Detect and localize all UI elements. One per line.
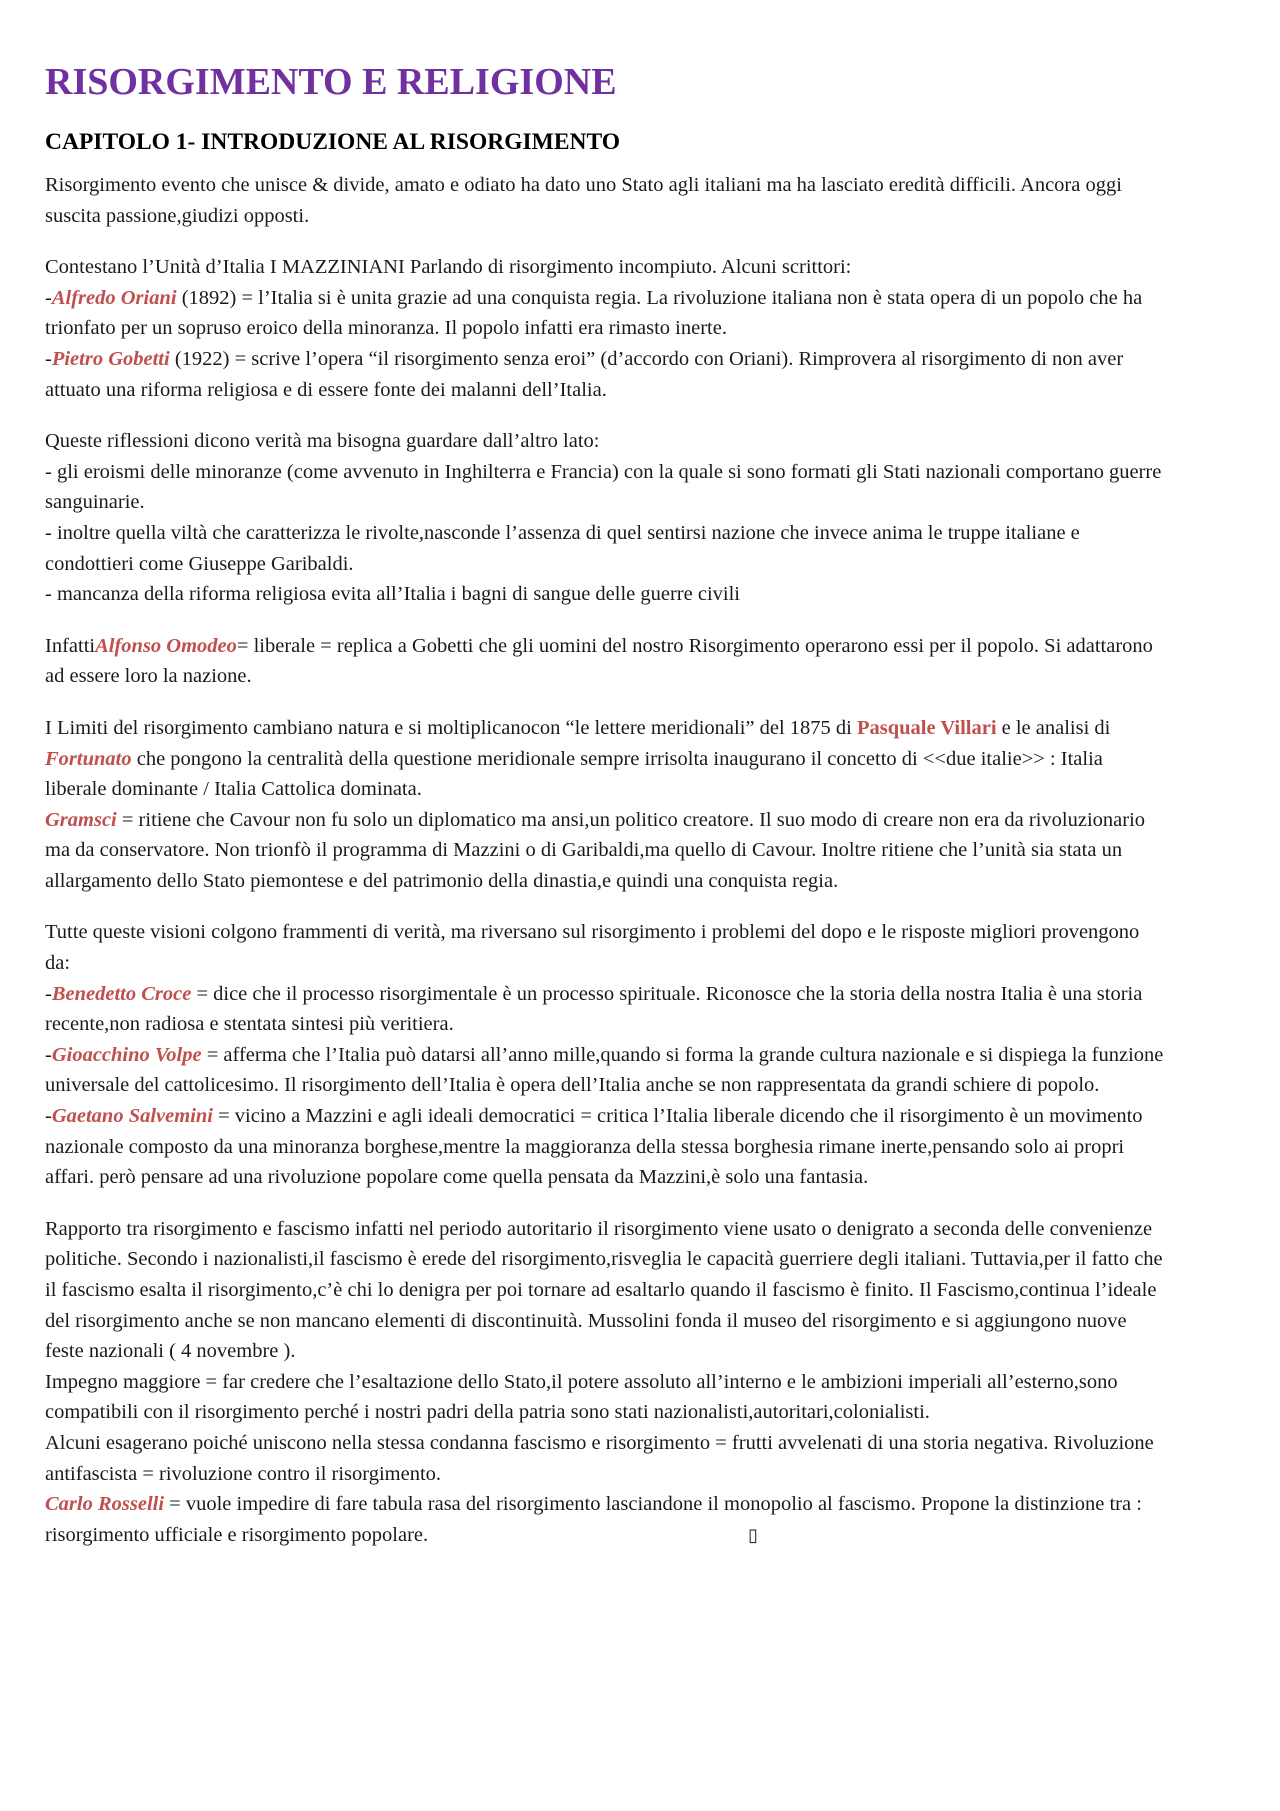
document-title: RISORGIMENTO E RELIGIONE: [45, 61, 617, 103]
oriani-text: (1892) = l’Italia si è unita grazie ad una conquista regia. La rivoluzione italiana non è stata opera di un popolo che ha trionfato per un sopruso eroico della minoranza. Il popolo infatti era rimasto inerte.: [45, 286, 1143, 340]
name-villari: Pasquale Villari: [856, 716, 997, 739]
paragraph-riflessioni: [45, 426, 1165, 610]
limiti-text-1: I Limiti del risorgimento cambiano natura e si moltiplicanocon “le lettere meridionali” del 1875 di: [45, 716, 857, 739]
name-volpe: Gioacchino Volpe: [51, 1043, 202, 1066]
gobetti-text: (1922) = scrive l’opera “il risorgimento senza eroi” (d’accordo con Oriani). Rimprovera al risorgimento di non aver attuato una riforma religiosa e di essere fonte dei malanni dell’Italia.: [45, 347, 1124, 401]
paragraph-omodeo: [45, 631, 1165, 692]
paragraph-fascismo: [45, 1214, 1165, 1552]
paragraph-visioni: Tutte queste visioni colgono frammenti di verità, ma riversano sul risorgimento i problemi del dopo e le risposte migliori provengono da: -Benedetto Croce = dice che il processo risorgimentale è un processo spirituale. Riconosce che la storia della nostra Italia è una storia recente,non radiosa e stentata sintesi più veritiera. -Gioacchino Volpe = afferma che l’Italia può datarsi all’anno mille,quando si forma la grande cultura nazionale e si dispiega la funzione universale del cattolicesimo. Il risorgimento dell’Italia è opera dell’Italia anche se non rappresentata da grandi schiere di popolo. -Gaetano Salvemini = vicino a Mazzini e agli ideali democratici = critica l’Italia liberale dicendo che il risorgimento è un movimento nazionale composto da una minoranza borghese,mentre la maggioranza della stessa borghesia rimane inerte,pensando solo ai propri affari. però pensare ad una rivoluzione popolare come quella pensata da Mazzini,è solo una fantasia.: [45, 921, 1164, 1189]
chapter-heading: CAPITOLO 1- INTRODUZIONE AL RISORGIMENTO: [45, 129, 620, 155]
croce-text: = dice che il processo risorgimentale è un processo spirituale. Riconosce che la storia della nostra Italia è una storia recente,non radiosa e stentata sintesi più veritiera.: [45, 982, 1143, 1036]
name-oriani: Alfredo Oriani: [51, 286, 177, 309]
fascismo-text-3: Alcuni esagerano poiché uniscono nella stessa condanna fascismo e risorgimento = frutti avvelenati di una storia negativa. Rivoluzione antifascista = rivoluzione contro il risorgimento.: [45, 1431, 1154, 1485]
paragraph-intro: [45, 170, 1165, 231]
limiti-text-2: e le analisi di: [996, 716, 1111, 739]
missing-glyph-icon: ▯: [748, 1524, 759, 1546]
name-salvemini: Gaetano Salvemini: [51, 1105, 213, 1128]
name-gobetti: Pietro Gobetti: [51, 347, 170, 370]
rosselli-text: = vuole impedire di fare tabula rasa del risorgimento lasciandone il monopolio al fascismo. Propone la distinzione tra : risorgimento ufficiale e risorgimento popolare.: [45, 1493, 1142, 1546]
riflessioni-item-2: - inoltre quella viltà che caratterizza le rivolte,nasconde l’assenza di quel sentirsi nazione che invece anima le truppe italiane e condottieri come Giuseppe Garibaldi.: [45, 521, 1080, 575]
salvemini-text: = vicino a Mazzini e agli ideali democratici = critica l’Italia liberale dicendo che il risorgimento è un movimento nazionale composto da una minoranza borghese,mentre la maggioranza della stessa borghesia rimane inerte,pensando solo ai propri affari. però pensare ad una rivoluzione popolare come quella pensata da Mazzini,è solo una fantasia.: [45, 1105, 1143, 1189]
visioni-intro: Tutte queste visioni colgono frammenti di verità, ma riversano sul risorgimento i problemi del dopo e le risposte migliori provengono da:: [45, 921, 1140, 975]
name-croce: Benedetto Croce: [51, 982, 192, 1005]
name-rosselli: Carlo Rosselli: [45, 1493, 165, 1516]
omodeo-text: = liberale = replica a Gobetti che gli uomini del nostro Risorgimento operarono essi per il popolo. Si adattarono ad essere loro la nazione.: [45, 634, 1153, 688]
name-fortunato: Fortunato: [45, 747, 132, 770]
paragraph-intro-text: Risorgimento evento che unisce & divide, amato e odiato ha dato uno Stato agli italiani ma ha lasciato eredità difficili. Ancora oggi suscita passione,giudizi opposti.: [45, 174, 1122, 227]
volpe-text: = afferma che l’Italia può datarsi all’anno mille,quando si forma la grande cultura nazionale e si dispiega la funzione universale del cattolicesimo. Il risorgimento dell’Italia è opera dell’Italia anche se non rappresentata da grandi schiere di popolo.: [45, 1043, 1164, 1097]
contestano-intro: Contestano l’Unità d’Italia I MAZZINIANI Parlando di risorgimento incompiuto. Alcuni scrittori:: [45, 256, 852, 279]
name-omodeo: Alfonso Omodeo: [95, 634, 237, 657]
document-page: [45, 56, 1165, 1572]
riflessioni-item-1: - gli eroismi delle minoranze (come avvenuto in Inghilterra e Francia) con la quale si sono formati gli Stati nazionali comportano guerre sanguinarie.: [45, 460, 1162, 514]
limiti-text-3: che pongono la centralità della questione meridionale sempre irrisolta inaugurano il concetto di <<due italie>> : Italia liberale dominante / Italia Cattolica dominata.: [45, 747, 1103, 801]
riflessioni-item-3: - mancanza della riforma religiosa evita all’Italia i bagni di sangue delle guerre civili: [45, 583, 740, 606]
paragraph-contestano: Contestano l’Unità d’Italia I MAZZINIANI Parlando di risorgimento incompiuto. Alcuni scrittori: -Alfredo Oriani (1892) = l’Italia si è unita grazie ad una conquista regia. La rivoluzione italiana non è stata opera di un popolo che ha trionfato per un sopruso eroico della minoranza. Il popolo infatti era rimasto inerte. -Pietro Gobetti (1922) = scrive l’opera “il risorgimento senza eroi” (d’accordo con Oriani). Rimprovera al risorgimento di non aver attuato una riforma religiosa e di essere fonte dei malanni dell’Italia.: [45, 256, 1143, 401]
name-gramsci: Gramsci: [45, 808, 117, 831]
fascismo-text-1: Rapporto tra risorgimento e fascismo infatti nel periodo autoritario il risorgimento viene usato o denigrato a seconda delle convenienze politiche. Secondo i nazionalisti,il fascismo è erede del risorgimento,risveglia le capacità guerriere degli italiani. Tuttavia,per il fatto che il fascismo esalta il risorgimento,c’è chi lo denigra per poi tornare ad esaltarlo quando il fascismo è finito. Il Fascismo,continua l’ideale del risorgimento anche se non mancano elementi di discontinuità. Mussolini fonda il museo del risorgimento e si aggiungono nuove feste nazionali ( 4 novembre ).: [45, 1217, 1163, 1363]
paragraph-limiti: [45, 713, 1165, 897]
gramsci-text: = ritiene che Cavour non fu solo un diplomatico ma ansi,un politico creatore. Il suo modo di creare non era da rivoluzionario ma da conservatore. Non trionfò il programma di Mazzini o di Garibaldi,ma quello di Cavour. Inoltre ritiene che l’unità sia stata un allargamento dello Stato piemontese e del patrimonio della dinastia,e quindi una conquista regia.: [45, 808, 1146, 892]
riflessioni-intro: Queste riflessioni dicono verità ma bisogna guardare dall’altro lato:: [45, 430, 600, 453]
omodeo-pre: Infatti: [45, 634, 96, 657]
fascismo-text-2: Impegno maggiore = far credere che l’esaltazione dello Stato,il potere assoluto all’interno e le ambizioni imperiali all’esterno,sono compatibili con il risorgimento perché i nostri padri della patria sono stati nazionalisti,autoritari,colonialisti.: [45, 1370, 1118, 1424]
